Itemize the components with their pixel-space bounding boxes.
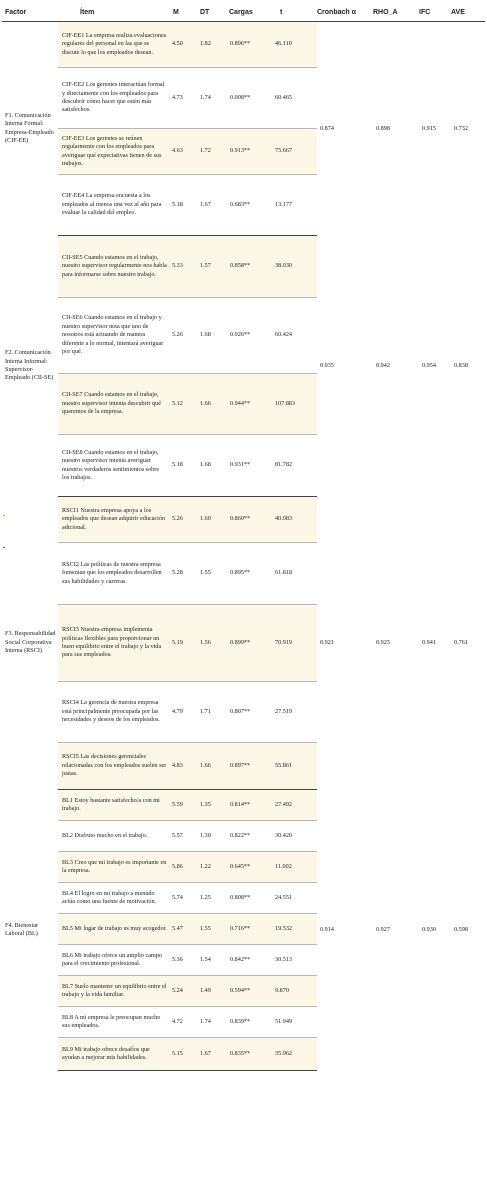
- item-text: RSCI4 La gerencia de nuestra empresa está principalmente preocupada por las necesidades y deseos de los empleados.: [58, 682, 169, 743]
- cronbach-alpha-value: 0.935: [320, 361, 334, 369]
- sd-value: 1.66: [197, 743, 227, 790]
- item-text: BL9 Mi trabajo ofrece desafíos que ayudan a mejorar mis habilidades.: [58, 1038, 169, 1071]
- item-text: RSCI3 Nuestra empresa implementa políticas flexibles para proporcionar un buen equilibrio entre el trabajo y la vida para sus empleados.: [58, 605, 169, 682]
- t-value: 61.818: [272, 543, 317, 605]
- t-value: 107.883: [272, 374, 317, 435]
- sd-value: 1.68: [197, 298, 227, 374]
- t-value: 38.030: [272, 236, 317, 298]
- mean-value: 4.83: [169, 743, 197, 790]
- mean-value: 5.24: [169, 976, 197, 1007]
- item-text: RSCI5 Las decisiones gerenciales relacionadas con los empleados suelen ser justas.: [58, 743, 169, 790]
- item-text: BL7 Suelo mantener un equilibrio entre el trabajo y la vida familiar.: [58, 976, 169, 1007]
- loading-value: 0.926**: [227, 298, 272, 374]
- rho-a-value: 0.927: [376, 925, 390, 933]
- cronbach-alpha-value: 0.874: [320, 124, 334, 132]
- t-value: 27.519: [272, 682, 317, 743]
- col-header-cargas: Cargas: [227, 3, 272, 22]
- mean-value: 5.12: [169, 374, 197, 435]
- t-value: 60.465: [272, 68, 317, 129]
- cronbach-alpha-value: 0.914: [320, 925, 334, 933]
- item-text: BL1 Estoy bastante satisfecho/a con mi trabajo.: [58, 790, 169, 821]
- sd-value: 1.66: [197, 374, 227, 435]
- col-header-m: M: [169, 3, 197, 22]
- t-value: 13.177: [272, 175, 317, 236]
- item-text: BL5 Mi lugar de trabajo es muy acogedor.: [58, 914, 169, 945]
- sd-value: 1.60: [197, 497, 227, 543]
- t-value: 60.424: [272, 298, 317, 374]
- col-header-ave: AVE: [451, 3, 485, 22]
- item-text: BL6 Mi trabajo ofrece un amplio campo para el crecimiento profesional.: [58, 945, 169, 976]
- margin-mark: [3, 547, 5, 548]
- loading-value: 0.594**: [227, 976, 272, 1007]
- table-row: [2, 22, 485, 68]
- t-value: 9.870: [272, 976, 317, 1007]
- mean-value: 5.18: [169, 435, 197, 497]
- loading-value: 0.858**: [227, 236, 272, 298]
- rho-a-value: 0.925: [376, 638, 390, 646]
- item-text: RSCI1 Nuestra empresa apoya a los empleados que desean adquirir educación adicional.: [58, 497, 169, 543]
- loading-value: 0.807**: [227, 682, 272, 743]
- loading-value: 0.716**: [227, 914, 272, 945]
- ave-value: 0.732: [454, 124, 468, 132]
- sd-value: 1.54: [197, 945, 227, 976]
- t-value: 51.949: [272, 1007, 317, 1038]
- ave-value: 0.598: [454, 925, 468, 933]
- sd-value: 1.67: [197, 1038, 227, 1071]
- factor-label: F1. Comunicación Interna Formal: Empresa-Empleado (CIF-EE): [5, 111, 54, 145]
- mean-value: 5.26: [169, 298, 197, 374]
- loading-value: 0.860**: [227, 497, 272, 543]
- col-header-item: Ítem: [58, 3, 169, 22]
- mean-value: 5.47: [169, 914, 197, 945]
- loading-value: 0.895**: [227, 543, 272, 605]
- loading-value: 0.913**: [227, 129, 272, 175]
- mean-value: 5.15: [169, 1038, 197, 1071]
- header-row: [2, 3, 485, 22]
- sd-value: 1.74: [197, 68, 227, 129]
- mean-value: 5.18: [169, 175, 197, 236]
- mean-value: 5.59: [169, 790, 197, 821]
- rho-a-value: 0.942: [376, 361, 390, 369]
- mean-value: 5.36: [169, 945, 197, 976]
- t-value: 81.782: [272, 435, 317, 497]
- item-text: BL3 Creo que mi trabajo es importante en la empresa.: [58, 852, 169, 883]
- mean-value: 5.57: [169, 821, 197, 852]
- sd-value: 1.68: [197, 435, 227, 497]
- sd-value: 1.82: [197, 22, 227, 68]
- sd-value: 1.74: [197, 1007, 227, 1038]
- mean-value: 5.28: [169, 543, 197, 605]
- item-text: CII-SE6 Cuando estamos en el trabajo y nuestro supervisor nota que uno de nosotros está actuando de manera diferente a lo normal, intentará averiguar por qué.: [58, 298, 169, 374]
- t-value: 35.962: [272, 1038, 317, 1071]
- factor-label: F4. Bienestar Laboral (BL): [5, 921, 38, 937]
- t-value: 46.110: [272, 22, 317, 68]
- sd-value: 1.55: [197, 543, 227, 605]
- loading-value: 0.835**: [227, 1038, 272, 1071]
- ave-value: 0.761: [454, 638, 468, 646]
- ifc-value: 0.941: [422, 638, 436, 646]
- sd-value: 1.30: [197, 821, 227, 852]
- sd-value: 1.72: [197, 129, 227, 175]
- t-value: 27.492: [272, 790, 317, 821]
- t-value: 55.861: [272, 743, 317, 790]
- loading-value: 0.931**: [227, 435, 272, 497]
- loading-value: 0.897**: [227, 743, 272, 790]
- sd-value: 1.56: [197, 605, 227, 682]
- t-value: 70.919: [272, 605, 317, 682]
- mean-value: 4.79: [169, 682, 197, 743]
- col-header-t: t: [272, 3, 317, 22]
- mean-value: 4.73: [169, 68, 197, 129]
- loading-value: 0.899**: [227, 605, 272, 682]
- item-text: CIF-EE2 Los gerentes interactúan formal y directamente con los empleados para descubrir cómo hacer que estén más satisfechos.: [58, 68, 169, 129]
- mean-value: 5.86: [169, 852, 197, 883]
- sd-value: 1.49: [197, 976, 227, 1007]
- factor-label: F3. Responsabilidad Social Corporativa Interna (RSCI): [5, 630, 56, 655]
- t-value: 30.420: [272, 821, 317, 852]
- loading-value: 0.683**: [227, 175, 272, 236]
- item-text: BL8 A mi empresa le preocupan mucho sus empleados.: [58, 1007, 169, 1038]
- cronbach-alpha-value: 0.921: [320, 638, 334, 646]
- item-text: RSCI2 Las políticas de nuestra empresa fomentan que los empleados desarrollen sus habilidades y carreras.: [58, 543, 169, 605]
- rho-a-value: 0.898: [376, 124, 390, 132]
- mean-value: 4.63: [169, 129, 197, 175]
- item-text: CIF-EE4 La empresa encuesta a los empleados al menos una vez al año para evaluar la calidad del empleo.: [58, 175, 169, 236]
- mean-value: 5.33: [169, 236, 197, 298]
- ifc-value: 0.954: [422, 361, 436, 369]
- ave-value: 0.838: [454, 361, 468, 369]
- table-row: [2, 790, 485, 821]
- loading-value: 0.645**: [227, 852, 272, 883]
- loading-value: 0.814**: [227, 790, 272, 821]
- item-text: CII-SE7 Cuando estamos en el trabajo, nuestro supervisor intenta descubrir qué queremos de la empresa.: [58, 374, 169, 435]
- sd-value: 1.35: [197, 790, 227, 821]
- margin-mark: [3, 515, 5, 516]
- loading-value: 0.839**: [227, 1007, 272, 1038]
- loading-value: 0.822**: [227, 821, 272, 852]
- sd-value: 1.55: [197, 914, 227, 945]
- factor-label: F2. Comunicación Interna Informal: Supervisor-Empleado (CII-SE): [5, 349, 54, 382]
- t-value: 75.667: [272, 129, 317, 175]
- col-header-ifc: IFC: [419, 3, 451, 22]
- t-value: 30.513: [272, 945, 317, 976]
- sd-value: 1.25: [197, 883, 227, 914]
- mean-value: 5.26: [169, 497, 197, 543]
- ifc-value: 0.915: [422, 124, 436, 132]
- mean-value: 4.50: [169, 22, 197, 68]
- measurement-model-table: [2, 3, 485, 1071]
- item-text: BL4 El logro en mi trabajo a menudo actúa como una fuente de motivación.: [58, 883, 169, 914]
- loading-value: 0.944**: [227, 374, 272, 435]
- sd-value: 1.71: [197, 682, 227, 743]
- mean-value: 5.19: [169, 605, 197, 682]
- loading-value: 0.908**: [227, 68, 272, 129]
- sd-value: 1.22: [197, 852, 227, 883]
- col-header-factor: Factor: [2, 3, 58, 22]
- table-row: [2, 497, 485, 543]
- mean-value: 5.74: [169, 883, 197, 914]
- item-text: BL2 Disfruto mucho en el trabajo.: [58, 821, 169, 852]
- loading-value: 0.842**: [227, 945, 272, 976]
- mean-value: 4.72: [169, 1007, 197, 1038]
- t-value: 19.532: [272, 914, 317, 945]
- col-header-alpha: Cronbach α: [317, 3, 373, 22]
- t-value: 24.551: [272, 883, 317, 914]
- item-text: CII-SE5 Cuando estamos en el trabajo, nuestro supervisor regularmente nos habla para informarse sobre nuestro trabajo.: [58, 236, 169, 298]
- sd-value: 1.67: [197, 175, 227, 236]
- sd-value: 1.57: [197, 236, 227, 298]
- col-header-dt: DT: [197, 3, 227, 22]
- item-text: CIF-EE3 Los gerentes se reúnen regularmente con los empleados para averiguar qué expectativas tienen de sus trabajos.: [58, 129, 169, 175]
- item-text: CII-SE8 Cuando estamos en el trabajo, nuestro supervisor intenta averiguar nuestros verdaderos sentimientos sobre los trabajos.: [58, 435, 169, 497]
- t-value: 11.002: [272, 852, 317, 883]
- loading-value: 0.896**: [227, 22, 272, 68]
- item-text: CIF-EE1 La empresa realiza evaluaciones regulares del personal en las que se discute lo que los empleados desean.: [58, 22, 169, 68]
- ifc-value: 0.930: [422, 925, 436, 933]
- col-header-rho: RHO_A: [373, 3, 419, 22]
- table-row: [2, 236, 485, 298]
- t-value: 40.083: [272, 497, 317, 543]
- loading-value: 0.808**: [227, 883, 272, 914]
